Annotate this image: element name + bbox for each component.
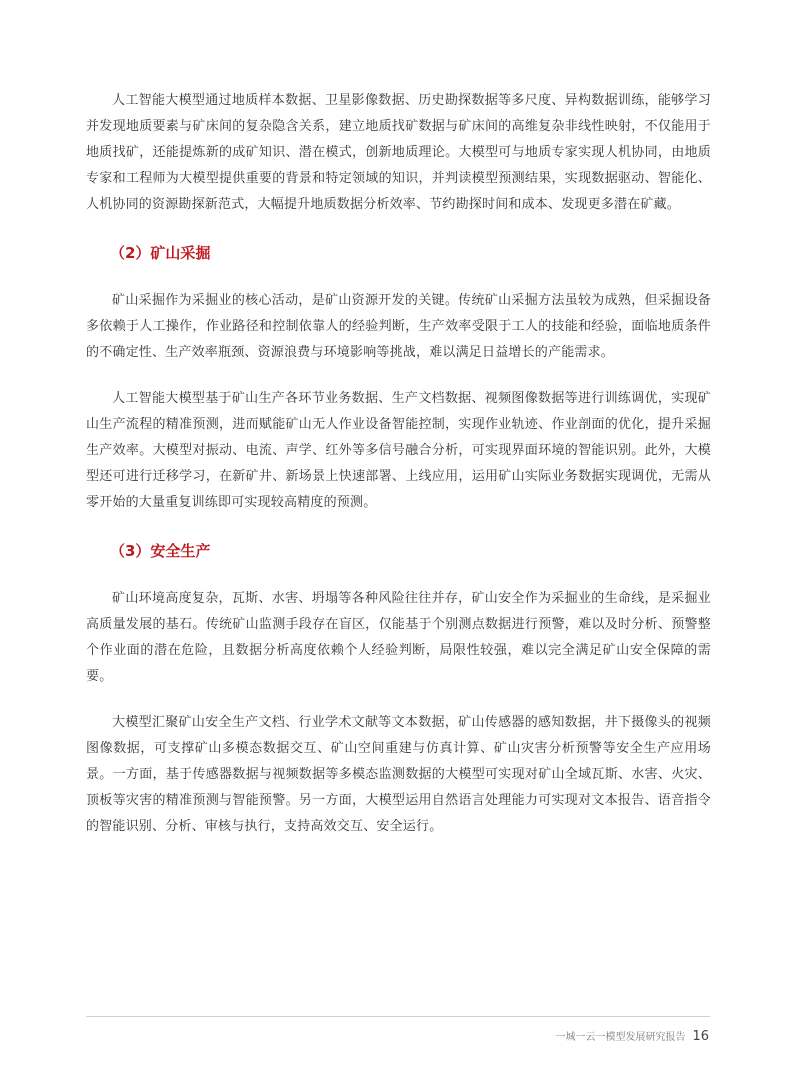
page-footer bbox=[555, 1028, 709, 1044]
section-heading-safety: （3）安全生产 bbox=[110, 542, 211, 560]
intro-paragraph: 人工智能大模型通过地质样本数据、卫星影像数据、历史勘探数据等多尺度、异构数据训练，能够学习并发现地质要素与矿床间的复杂隐含关系，建立地质找矿数据与矿床间的高维复杂非线性映射，不仅能用于地质找矿，还能提炼新的成矿知识、潜在模式，创新地质理论。大模型可与地质专家实现人机协同，由地质专家和工程师为大模型提供重要的背景和特定领域的知识，并判读模型预测结果，实现数据驱动、智能化、人机协同的资源勘探新范式，大幅提升地质数据分析效率、节约勘探时间和成本、发现更多潜在矿藏。 bbox=[86, 93, 711, 212]
mining-paragraph-2: 人工智能大模型基于矿山生产各环节业务数据、生产文档数据、视频图像数据等进行训练调优，实现矿山生产流程的精准预测，进而赋能矿山无人作业设备智能控制，实现作业轨迹、作业剖面的优化，提升采掘生产效率。大模型对振动、电流、声学、红外等多信号融合分析，可实现界面环境的智能识别。此外，大模型还可进行迁移学习，在新矿井、新场景上快速部署、上线应用，运用矿山实际业务数据实现调优，无需从零开始的大量重复训练即可实现较高精度的预测。 bbox=[86, 391, 711, 510]
mining-paragraph-1: 矿山采掘作为采掘业的核心活动，是矿山资源开发的关键。传统矿山采掘方法虽较为成熟，但采掘设备多依赖于人工操作，作业路径和控制依靠人的经验判断，生产效率受限于工人的技能和经验，面临地质条件的不确定性、生产效率瓶颈、资源浪费与环境影响等挑战，难以满足日益增长的产能需求。 bbox=[86, 293, 711, 360]
page-number: 16 bbox=[692, 1029, 709, 1044]
footer-report-title: 一城一云一模型发展研究报告 bbox=[555, 1032, 686, 1043]
document-body bbox=[86, 88, 711, 840]
footer-divider bbox=[86, 1016, 710, 1017]
section-heading-mining: （2）矿山采掘 bbox=[110, 244, 211, 262]
safety-paragraph-2: 大模型汇聚矿山安全生产文档、行业学术文献等文本数据，矿山传感器的感知数据，井下摄像头的视频图像数据，可支撑矿山多模态数据交互、矿山空间重建与仿真计算、矿山灾害分析预警等安全生产应用场景。一方面，基于传感器数据与视频数据等多模态监测数据的大模型可实现对矿山全域瓦斯、水害、火灾、顶板等灾害的精准预测与智能预警。另一方面，大模型运用自然语言处理能力可实现对文本报告、语音指令的智能识别、分析、审核与执行，支持高效交互、安全运行。 bbox=[86, 715, 711, 834]
safety-paragraph-1: 矿山环境高度复杂，瓦斯、水害、坍塌等各种风险往往并存，矿山安全作为采掘业的生命线，是采掘业高质量发展的基石。传统矿山监测手段存在盲区，仅能基于个别测点数据进行预警，难以及时分析、预警整个作业面的潜在危险，且数据分析高度依赖个人经验判断，局限性较强，难以完全满足矿山安全保障的需要。 bbox=[86, 591, 711, 684]
